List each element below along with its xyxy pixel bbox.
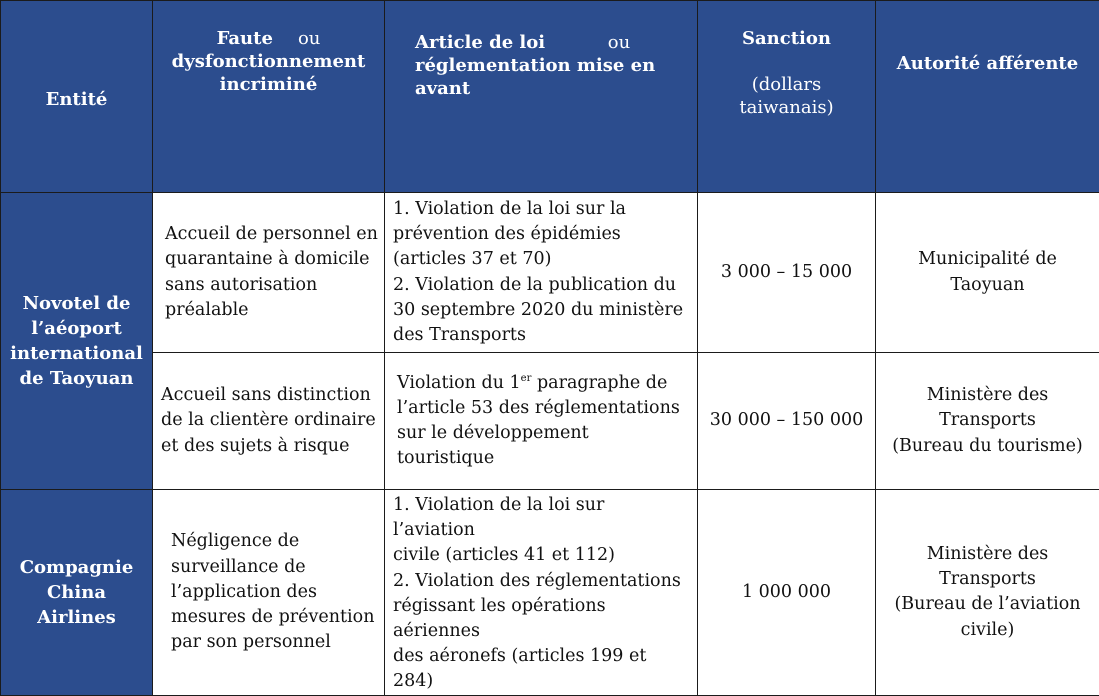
article-cell: Violation du 1er paragraphe de l’article 53 des réglementations sur le développement touristique: [385, 353, 698, 490]
header-sanction: Sanction (dollars taiwanais): [698, 1, 876, 193]
faute-cell: Accueil sans distinction de la clientère ordinaire et des sujets à risque: [153, 353, 385, 490]
table-row: [1, 193, 1099, 353]
faute-cell: Négligence de surveillance de l’application des mesures de prévention par son personnel: [153, 490, 385, 696]
faute-cell: Accueil de personnel en quarantaine à domicile sans autorisation préalable: [153, 193, 385, 353]
table-row: [1, 490, 1099, 696]
autorite-cell: Ministère des Transports (Bureau du tourisme): [876, 353, 1099, 490]
header-autorite: Autorité afférente: [876, 1, 1099, 193]
article-cell: 1. Violation de la loi sur la prévention des épidémies (articles 37 et 70) 2. Violation de la publication du 30 septembre 2020 du ministère des Transports: [385, 193, 698, 353]
header-faute: Faute ou dysfonctionnement incriminé: [153, 1, 385, 193]
table-row: [1, 353, 1099, 490]
sanction-cell: 1 000 000: [698, 490, 876, 696]
sanction-cell: 30 000 – 150 000: [698, 353, 876, 490]
autorite-cell: Ministère des Transports (Bureau de l’aviation civile): [876, 490, 1099, 696]
entity-cell: Novotel de l’aéoport international de Taoyuan: [1, 193, 153, 490]
entity-cell: Compagnie China Airlines: [1, 490, 153, 696]
header-entite: Entité: [1, 1, 153, 193]
article-cell: 1. Violation de la loi sur l’aviation civile (articles 41 et 112) 2. Violation des réglementations régissant les opérations aériennes des aéronefs (articles 199 et 284): [385, 490, 698, 696]
sanction-cell: 3 000 – 15 000: [698, 193, 876, 353]
autorite-cell: Municipalité de Taoyuan: [876, 193, 1099, 353]
header-row: [1, 1, 1099, 193]
header-article: Article de loi ou réglementation mise en avant: [385, 1, 698, 193]
